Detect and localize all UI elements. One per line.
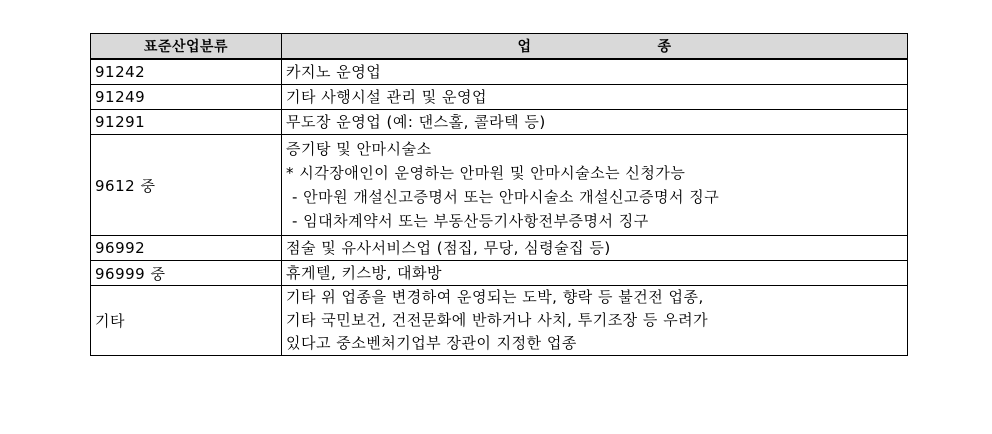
industry-code-cell: 91291 (91, 110, 282, 135)
business-type-cell (282, 286, 908, 356)
table-row (91, 135, 908, 236)
note-line: * 시각장애인이 운영하는 안마원 및 안마시술소는 신청가능 (286, 164, 686, 182)
business-type-line: 기타 위 업종을 변경하여 운영되는 도박, 향락 등 불건전 업종, (286, 288, 704, 306)
industry-code-cell: 96999 중 (91, 261, 282, 286)
table-row (91, 59, 908, 85)
header-business-type (282, 34, 908, 60)
note-subitem-line: - 임대차계약서 또는 부동산등기사항전부증명서 징구 (292, 212, 649, 230)
business-type-cell (282, 135, 908, 236)
header-business-type-char1: 업 (517, 39, 532, 55)
business-type-line: 휴게텔, 키스방, 대화방 (286, 264, 442, 282)
business-type-line: 증기탕 및 안마시술소 (286, 140, 432, 158)
business-type-cell (282, 236, 908, 261)
table-row (91, 85, 908, 110)
industry-code-cell: 96992 (91, 236, 282, 261)
business-type-line: 기타 국민보건, 건전문화에 반하거나 사치, 투기조장 등 우려가 (286, 311, 709, 329)
header-business-type-char2: 종 (657, 39, 672, 55)
note-subitem-line: - 안마원 개설신고증명서 또는 안마시술소 개설신고증명서 징구 (292, 188, 720, 206)
business-type-cell (282, 261, 908, 286)
business-type-cell (282, 85, 908, 110)
industry-code-cell: 91249 (91, 85, 282, 110)
header-industry-code: 표준산업분류 (91, 34, 282, 60)
business-type-line: 점술 및 유사서비스업 (점집, 무당, 심령술집 등) (286, 239, 611, 257)
industry-classification-table (90, 33, 908, 356)
table-row (91, 110, 908, 135)
business-type-line: 기타 사행시설 관리 및 운영업 (286, 88, 487, 106)
business-type-line: 있다고 중소벤처기업부 장관이 지정한 업종 (286, 334, 577, 352)
business-type-line: 카지노 운영업 (286, 63, 382, 81)
table-row (91, 261, 908, 286)
business-type-cell (282, 59, 908, 85)
industry-code-cell: 기타 (91, 286, 282, 356)
table-header-row (91, 34, 908, 60)
industry-code-cell: 91242 (91, 59, 282, 85)
industry-code-cell: 9612 중 (91, 135, 282, 236)
business-type-line: 무도장 운영업 (예: 댄스홀, 콜라텍 등) (286, 113, 546, 131)
table-row (91, 286, 908, 356)
table-row (91, 236, 908, 261)
business-type-cell (282, 110, 908, 135)
